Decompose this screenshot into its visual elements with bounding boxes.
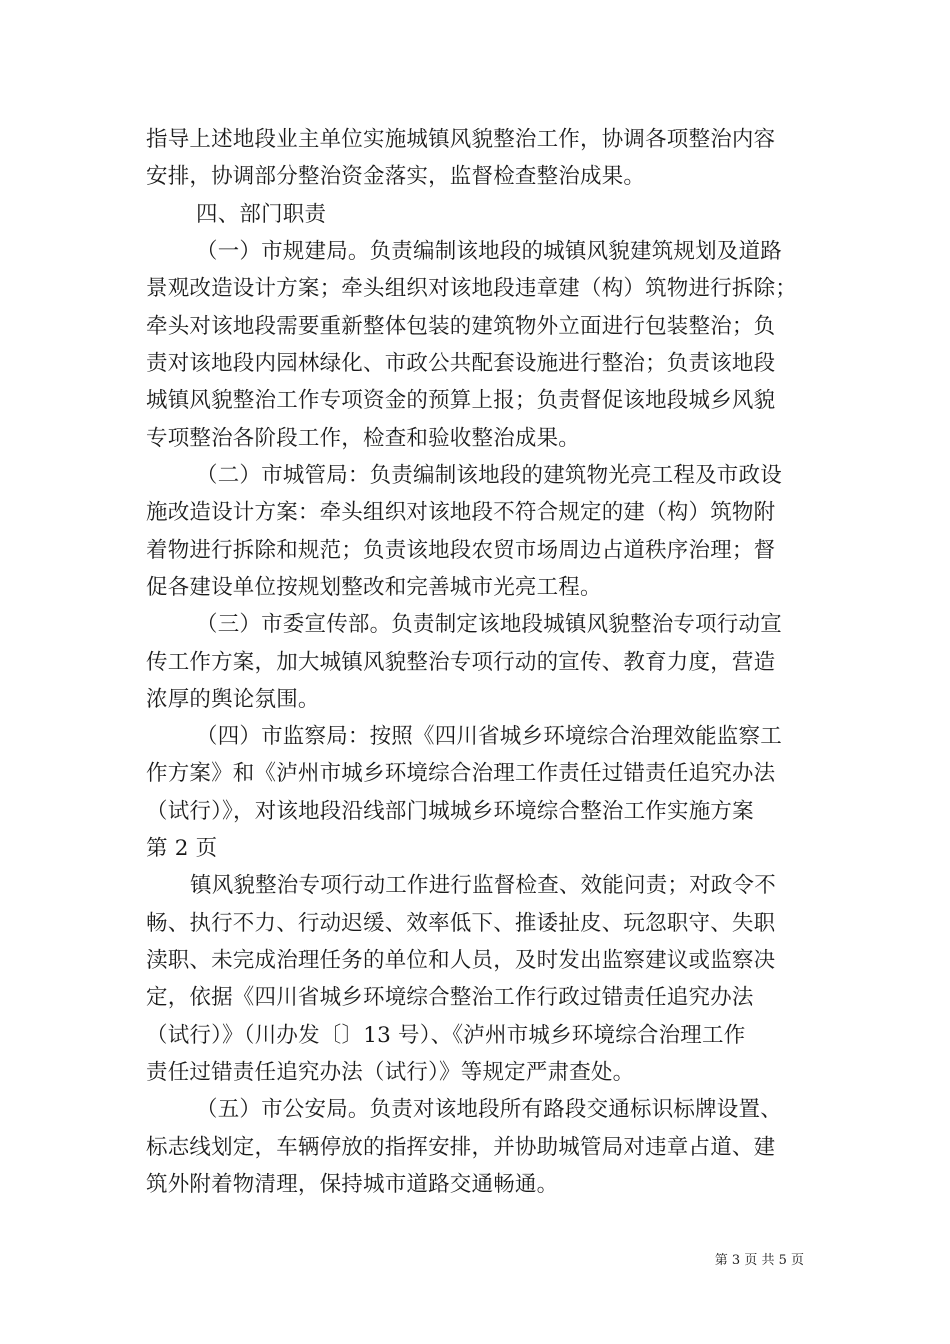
body-text-line: （试行）》（川办发〔〕13 号）、《泸州市城乡环境综合治理工作 — [146, 1023, 746, 1048]
paragraph-start-line: 镇风貌整治专项行动工作进行监督检查、效能问责；对政令不 — [190, 873, 776, 898]
body-text-line: 着物进行拆除和规范；负责该地段农贸市场周边占道秩序治理；督 — [146, 538, 776, 563]
body-text-line: 指导上述地段业主单位实施城镇风貌整治工作，协调各项整治内容 — [146, 127, 776, 152]
page-footer: 第 3 页 共 5 页 — [714, 1253, 804, 1268]
body-text-line: 作方案》和《泸州市城乡环境综合治理工作责任过错责任追究办法 — [146, 761, 776, 786]
body-text-line: 浓厚的舆论氛围。 — [146, 687, 320, 712]
body-text-line: 传工作方案，加大城镇风貌整治专项行动的宣传、教育力度，营造 — [146, 650, 776, 675]
body-text-line: 促各建设单位按规划整改和完善城市光亮工程。 — [146, 575, 602, 600]
section-heading: 四、部门职责 — [196, 202, 327, 227]
paragraph-start-line: （五）市公安局。负责对该地段所有路段交通标识标牌设置、 — [196, 1097, 782, 1122]
body-text-line: 景观改造设计方案；牵头组织对该地段违章建（构）筑物进行拆除； — [146, 276, 798, 301]
body-text-line: 责任过错责任追究办法（试行）》等规定严肃查处。 — [146, 1060, 635, 1085]
body-text-line: 责对该地段内园林绿化、市政公共配套设施进行整治；负责该地段 — [146, 351, 776, 376]
body-text-line: 施改造设计方案：牵头组织对该地段不符合规定的建（构）筑物附 — [146, 500, 776, 525]
body-text-line: 定，依据《四川省城乡环境综合整治工作行政过错责任追究办法 — [146, 985, 754, 1010]
page-number-label: 第 2 页 — [146, 836, 218, 861]
body-text-line: 城镇风貌整治工作专项资金的预算上报；负责督促该地段城乡风貌 — [146, 388, 776, 413]
paragraph-start-line: （三）市委宣传部。负责制定该地段城镇风貌整治专项行动宣 — [196, 612, 782, 637]
body-text-line: 专项整治各阶段工作，检查和验收整治成果。 — [146, 426, 581, 451]
body-text-line: （试行）》，对该地段沿线部门城城乡环境综合整治工作实施方案 — [146, 799, 754, 824]
paragraph-start-line: （四）市监察局：按照《四川省城乡环境综合治理效能监察工 — [196, 724, 782, 749]
body-text-line: 畅、执行不力、行动迟缓、效率低下、推诿扯皮、玩忽职守、失职 — [146, 911, 776, 936]
body-text-line: 标志线划定，车辆停放的指挥安排，并协助城管局对违章占道、建 — [146, 1135, 776, 1160]
body-text-line: 牵头对该地段需要重新整体包装的建筑物外立面进行包装整治；负 — [146, 314, 776, 339]
body-text-line: 渎职、未完成治理任务的单位和人员，及时发出监察建议或监察决 — [146, 948, 776, 973]
paragraph-start-line: （一）市规建局。负责编制该地段的城镇风貌建筑规划及道路 — [196, 239, 782, 264]
body-text-line: 安排，协调部分整治资金落实，监督检查整治成果。 — [146, 164, 646, 189]
paragraph-start-line: （二）市城管局：负责编制该地段的建筑物光亮工程及市政设 — [196, 463, 782, 488]
body-text-line: 筑外附着物清理，保持城市道路交通畅通。 — [146, 1172, 559, 1197]
